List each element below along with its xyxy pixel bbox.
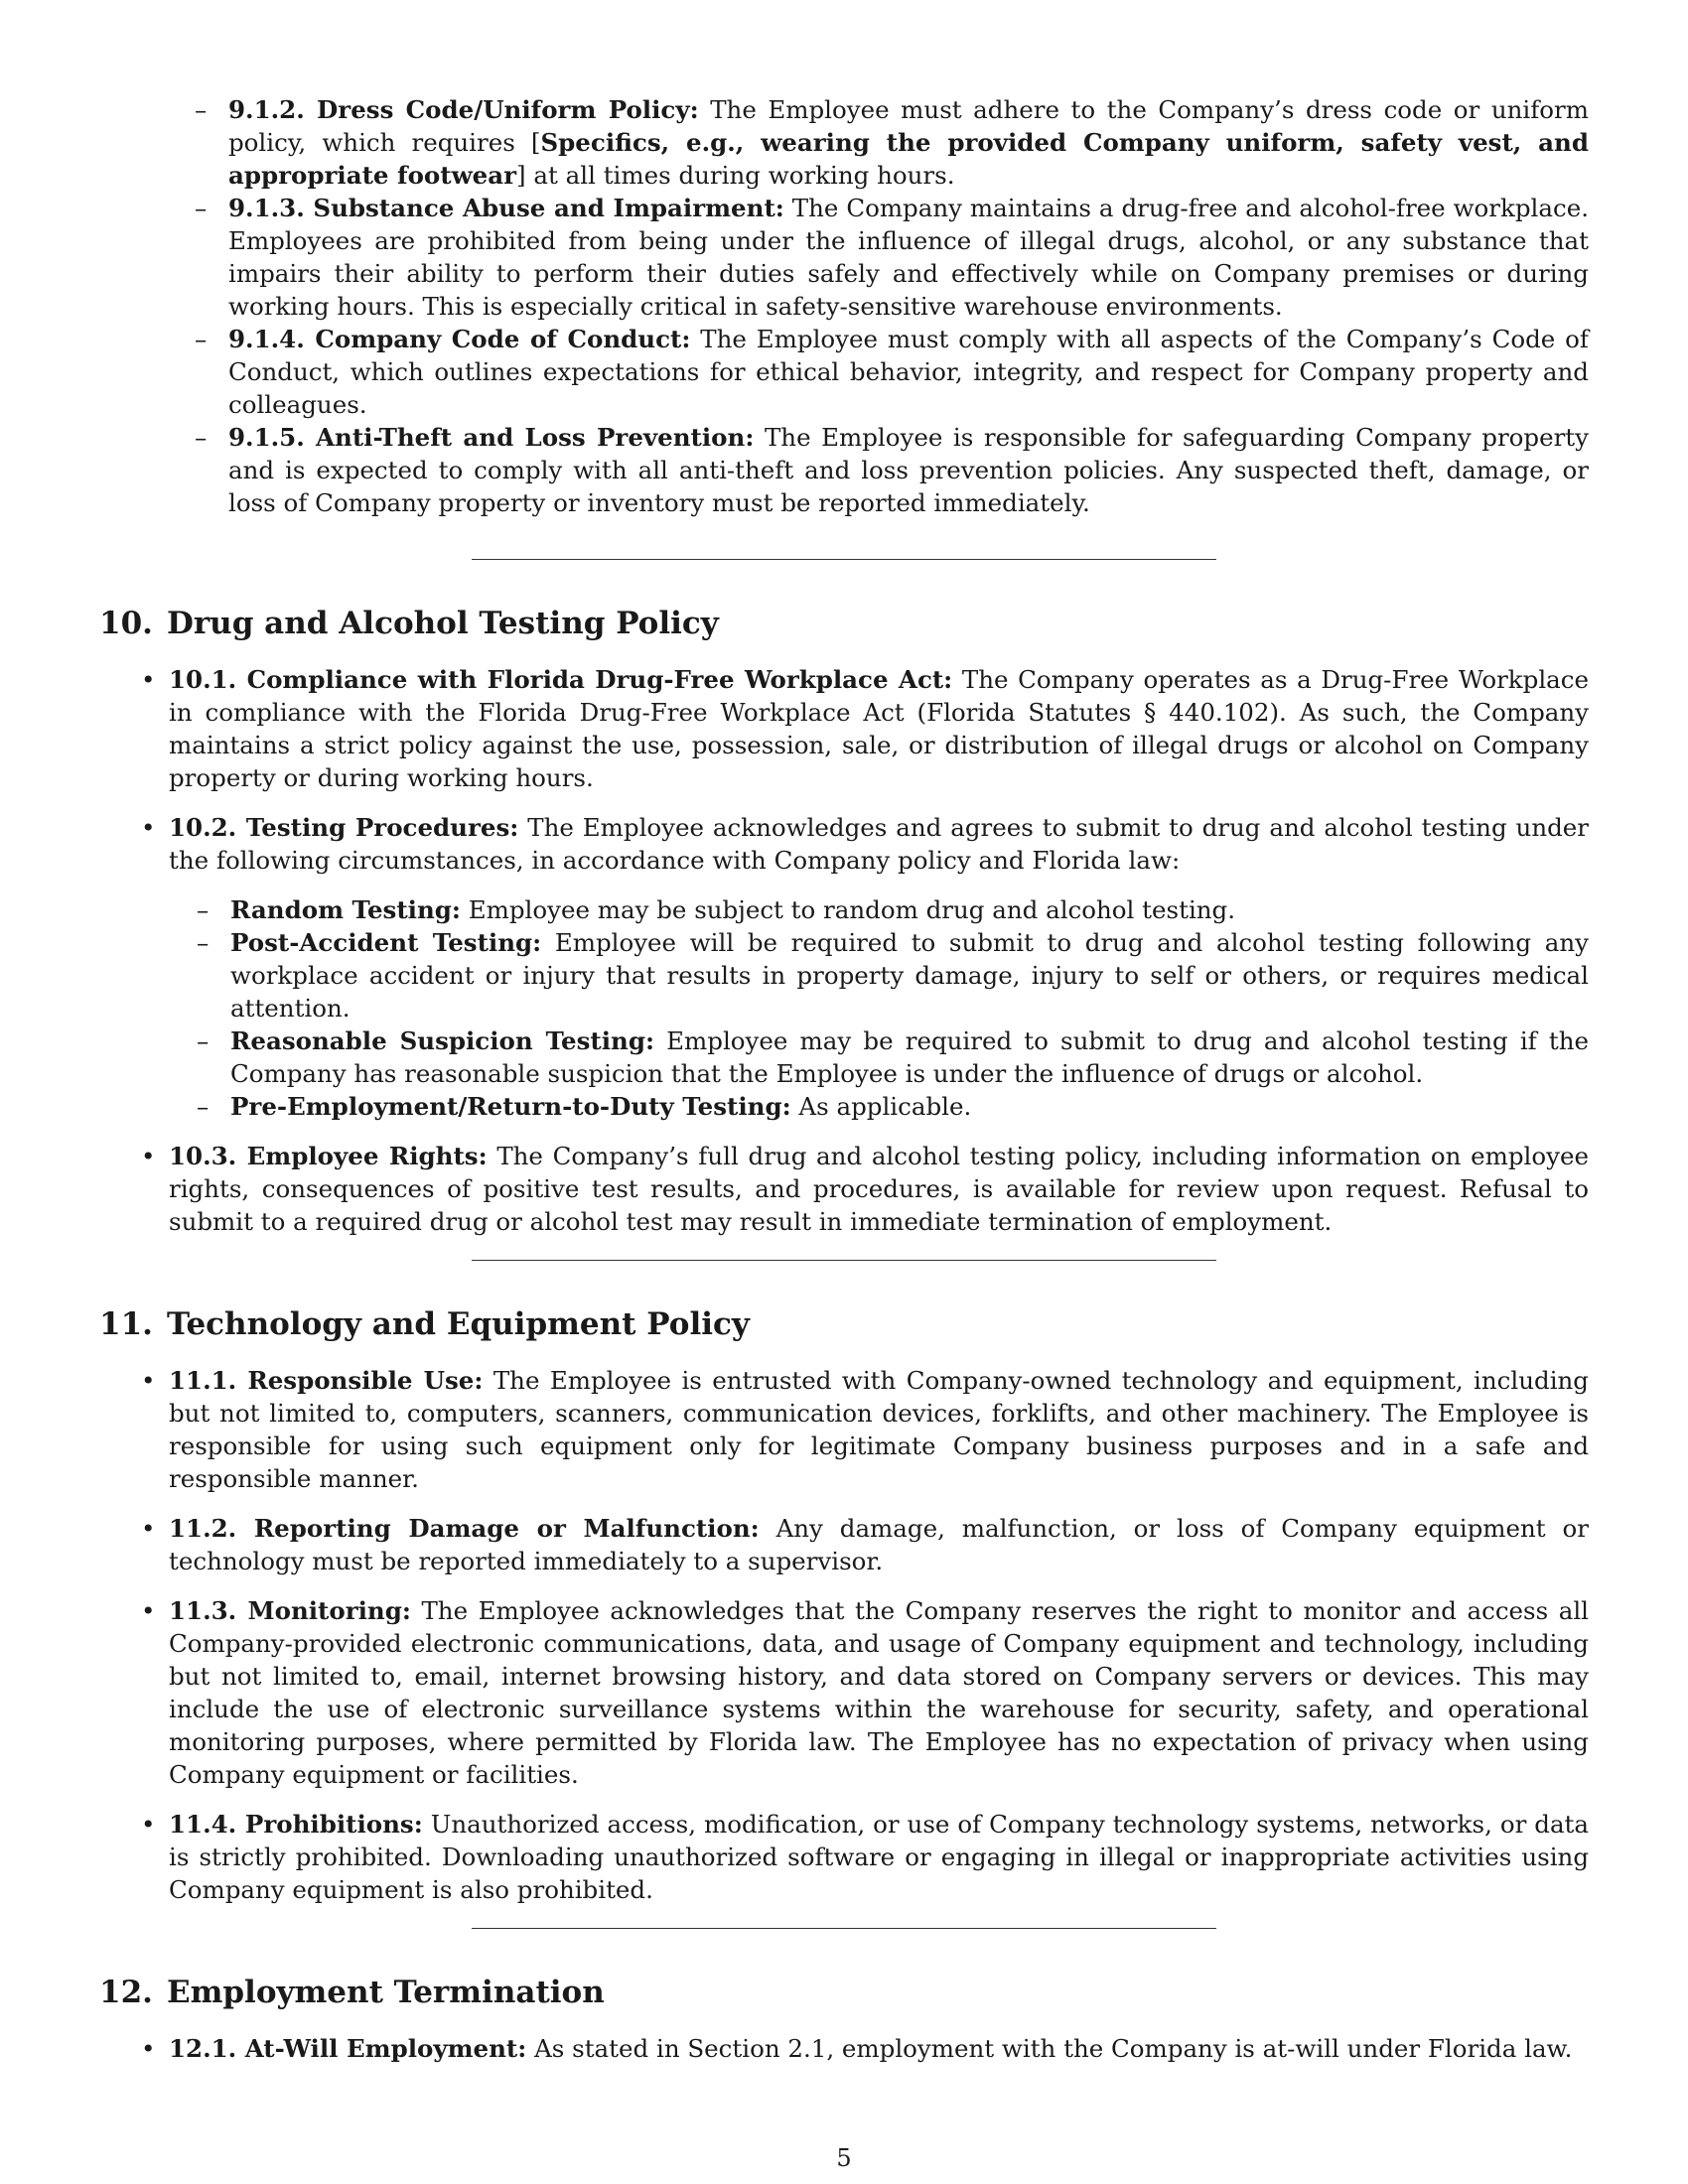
item-emphasis: Specifics, e.g., wearing the provided Company uniform, safety vest, and appropriate footwear — [228, 128, 1589, 190]
item-label: 9.1.3. Substance Abuse and Impairment: — [228, 194, 784, 222]
item-text: The Employee acknowledges that the Company reserves the right to monitor and access all Company-provided electronic communications, data, and usage of Company equipment and technology, including but not limited to, email, internet browsing history, and data stored on Company servers or devices. This may include the use of electronic surveillance systems within the warehouse for security, safety, and operational monitoring purposes, where permitted by Florida law. The Employee has no expectation of privacy when using Company equipment or facilities. — [169, 1596, 1589, 1789]
item-text: The Company’s full drug and alcohol testing policy, including information on employee rights, consequences of positive test results, and procedures, is available for review upon request. Refusal to submit to a required drug or alcohol test may result in immediate termination of employment. — [169, 1142, 1589, 1236]
item-text: The Employee must adhere to the Company’s dress code or uniform policy, which requires [ — [228, 95, 1589, 157]
item-text: ] at all times during working hours. — [516, 161, 955, 190]
section-10-list — [169, 663, 1589, 1238]
item-label: 10.1. Compliance with Florida Drug-Free Workplace Act: — [169, 665, 953, 694]
list-item — [169, 1140, 1589, 1238]
item-text: The Employee must comply with all aspects of the Company’s Code of Conduct, which outlines expectations for ethical behavior, integrity, and respect for Company property and colleagues. — [228, 325, 1589, 419]
item-label: 11.3. Monitoring: — [169, 1596, 411, 1625]
list-item — [169, 2032, 1589, 2065]
section-title: Drug and Alcohol Testing Policy — [166, 606, 719, 641]
list-item — [228, 192, 1589, 323]
section-heading — [99, 1304, 1589, 1344]
item-label: 11.2. Reporting Damage or Malfunction: — [169, 1514, 760, 1543]
section-divider — [472, 1928, 1216, 1929]
testing-sublist — [230, 893, 1589, 1123]
item-label: 9.1.4. Company Code of Conduct: — [228, 325, 691, 353]
page-number: 5 — [836, 2144, 852, 2172]
item-label: Random Testing: — [230, 895, 461, 924]
item-text: The Employee acknowledges and agrees to submit to drug and alcohol testing under the following circumstances, in accordance with Company policy and Florida law: — [169, 813, 1589, 875]
item-label: 9.1.2. Dress Code/Uniform Policy: — [228, 95, 699, 124]
item-text: The Employee is responsible for safeguarding Company property and is expected to comply with all anti-theft and loss prevention policies. Any suspected theft, damage, or loss of Company property or inventory must be reported immediately. — [228, 423, 1589, 517]
item-label: 11.1. Responsible Use: — [169, 1366, 484, 1395]
item-label: 9.1.5. Anti-Theft and Loss Prevention: — [228, 423, 755, 452]
list-item — [230, 1090, 1589, 1123]
list-item — [169, 1808, 1589, 1906]
section-divider — [472, 559, 1216, 560]
section-divider — [472, 1260, 1216, 1261]
list-item — [169, 663, 1589, 794]
list-item — [169, 1364, 1589, 1495]
list-item — [228, 421, 1589, 519]
section-number: 10. — [99, 606, 153, 641]
section-11-list — [169, 1364, 1589, 1906]
list-item — [169, 1594, 1589, 1791]
item-label: Post-Accident Testing: — [230, 928, 542, 957]
list-item — [169, 811, 1589, 1123]
list-item — [230, 1024, 1589, 1090]
section-number: 12. — [99, 1975, 153, 2010]
list-item — [228, 93, 1589, 192]
item-label: 12.1. At-Will Employment: — [169, 2034, 527, 2063]
list-item — [230, 893, 1589, 926]
list-item — [228, 323, 1589, 421]
item-text: As stated in Section 2.1, employment with the Company is at-will under Florida law. — [526, 2034, 1573, 2063]
section-title: Technology and Equipment Policy — [166, 1306, 750, 1342]
item-text: Any damage, malfunction, or loss of Company equipment or technology must be reported immediately to a supervisor. — [169, 1514, 1589, 1575]
item-text: Employee may be required to submit to drug and alcohol testing if the Company has reasonable suspicion that the Employee is under the influence of drugs or alcohol. — [230, 1026, 1590, 1088]
section-12-list — [169, 2032, 1589, 2065]
list-item — [230, 926, 1589, 1024]
section-number: 11. — [99, 1306, 153, 1342]
list-item — [169, 1512, 1589, 1577]
section-heading — [99, 604, 1589, 643]
item-text: Unauthorized access, modification, or use of Company technology systems, networks, or data is strictly prohibited. Downloading unauthorized software or engaging in illegal or inappropriate activities using Company equipment is also prohibited. — [169, 1810, 1590, 1904]
item-text: The Company maintains a drug-free and alcohol-free workplace. Employees are prohibited from being under the influence of illegal drugs, alcohol, or any substance that impairs their ability to perform their duties safely and effectively while on Company premises or during working hours. This is especially critical in safety-sensitive warehouse environments. — [228, 194, 1589, 321]
item-text: The Employee is entrusted with Company-owned technology and equipment, including but not limited to, computers, scanners, communication devices, forklifts, and other machinery. The Employee is responsible for using such equipment only for legitimate Company business purposes and in a safe and responsible manner. — [169, 1366, 1589, 1493]
section-title: Employment Termination — [166, 1975, 605, 2010]
item-label: Pre-Employment/Return-to-Duty Testing: — [230, 1092, 791, 1121]
item-text: Employee may be subject to random drug and alcohol testing. — [460, 895, 1236, 924]
section-9-sublist — [228, 93, 1589, 519]
document-page — [99, 93, 1589, 2082]
item-text: As applicable. — [790, 1092, 972, 1121]
item-label: Reasonable Suspicion Testing: — [230, 1026, 655, 1055]
item-label: 11.4. Prohibitions: — [169, 1810, 423, 1839]
item-text: Employee will be required to submit to drug and alcohol testing following any workplace accident or injury that results in property damage, injury to self or others, or requires medical attention. — [230, 928, 1589, 1023]
item-label: 10.2. Testing Procedures: — [169, 813, 519, 842]
section-heading — [99, 1973, 1589, 2012]
item-text: The Company operates as a Drug-Free Workplace in compliance with the Florida Drug-Free Workplace Act (Florida Statutes § 440.102). As such, the Company maintains a strict policy against the use, possession, sale, or distribution of illegal drugs or alcohol on Company property or during working hours. — [169, 665, 1589, 792]
item-label: 10.3. Employee Rights: — [169, 1142, 488, 1170]
